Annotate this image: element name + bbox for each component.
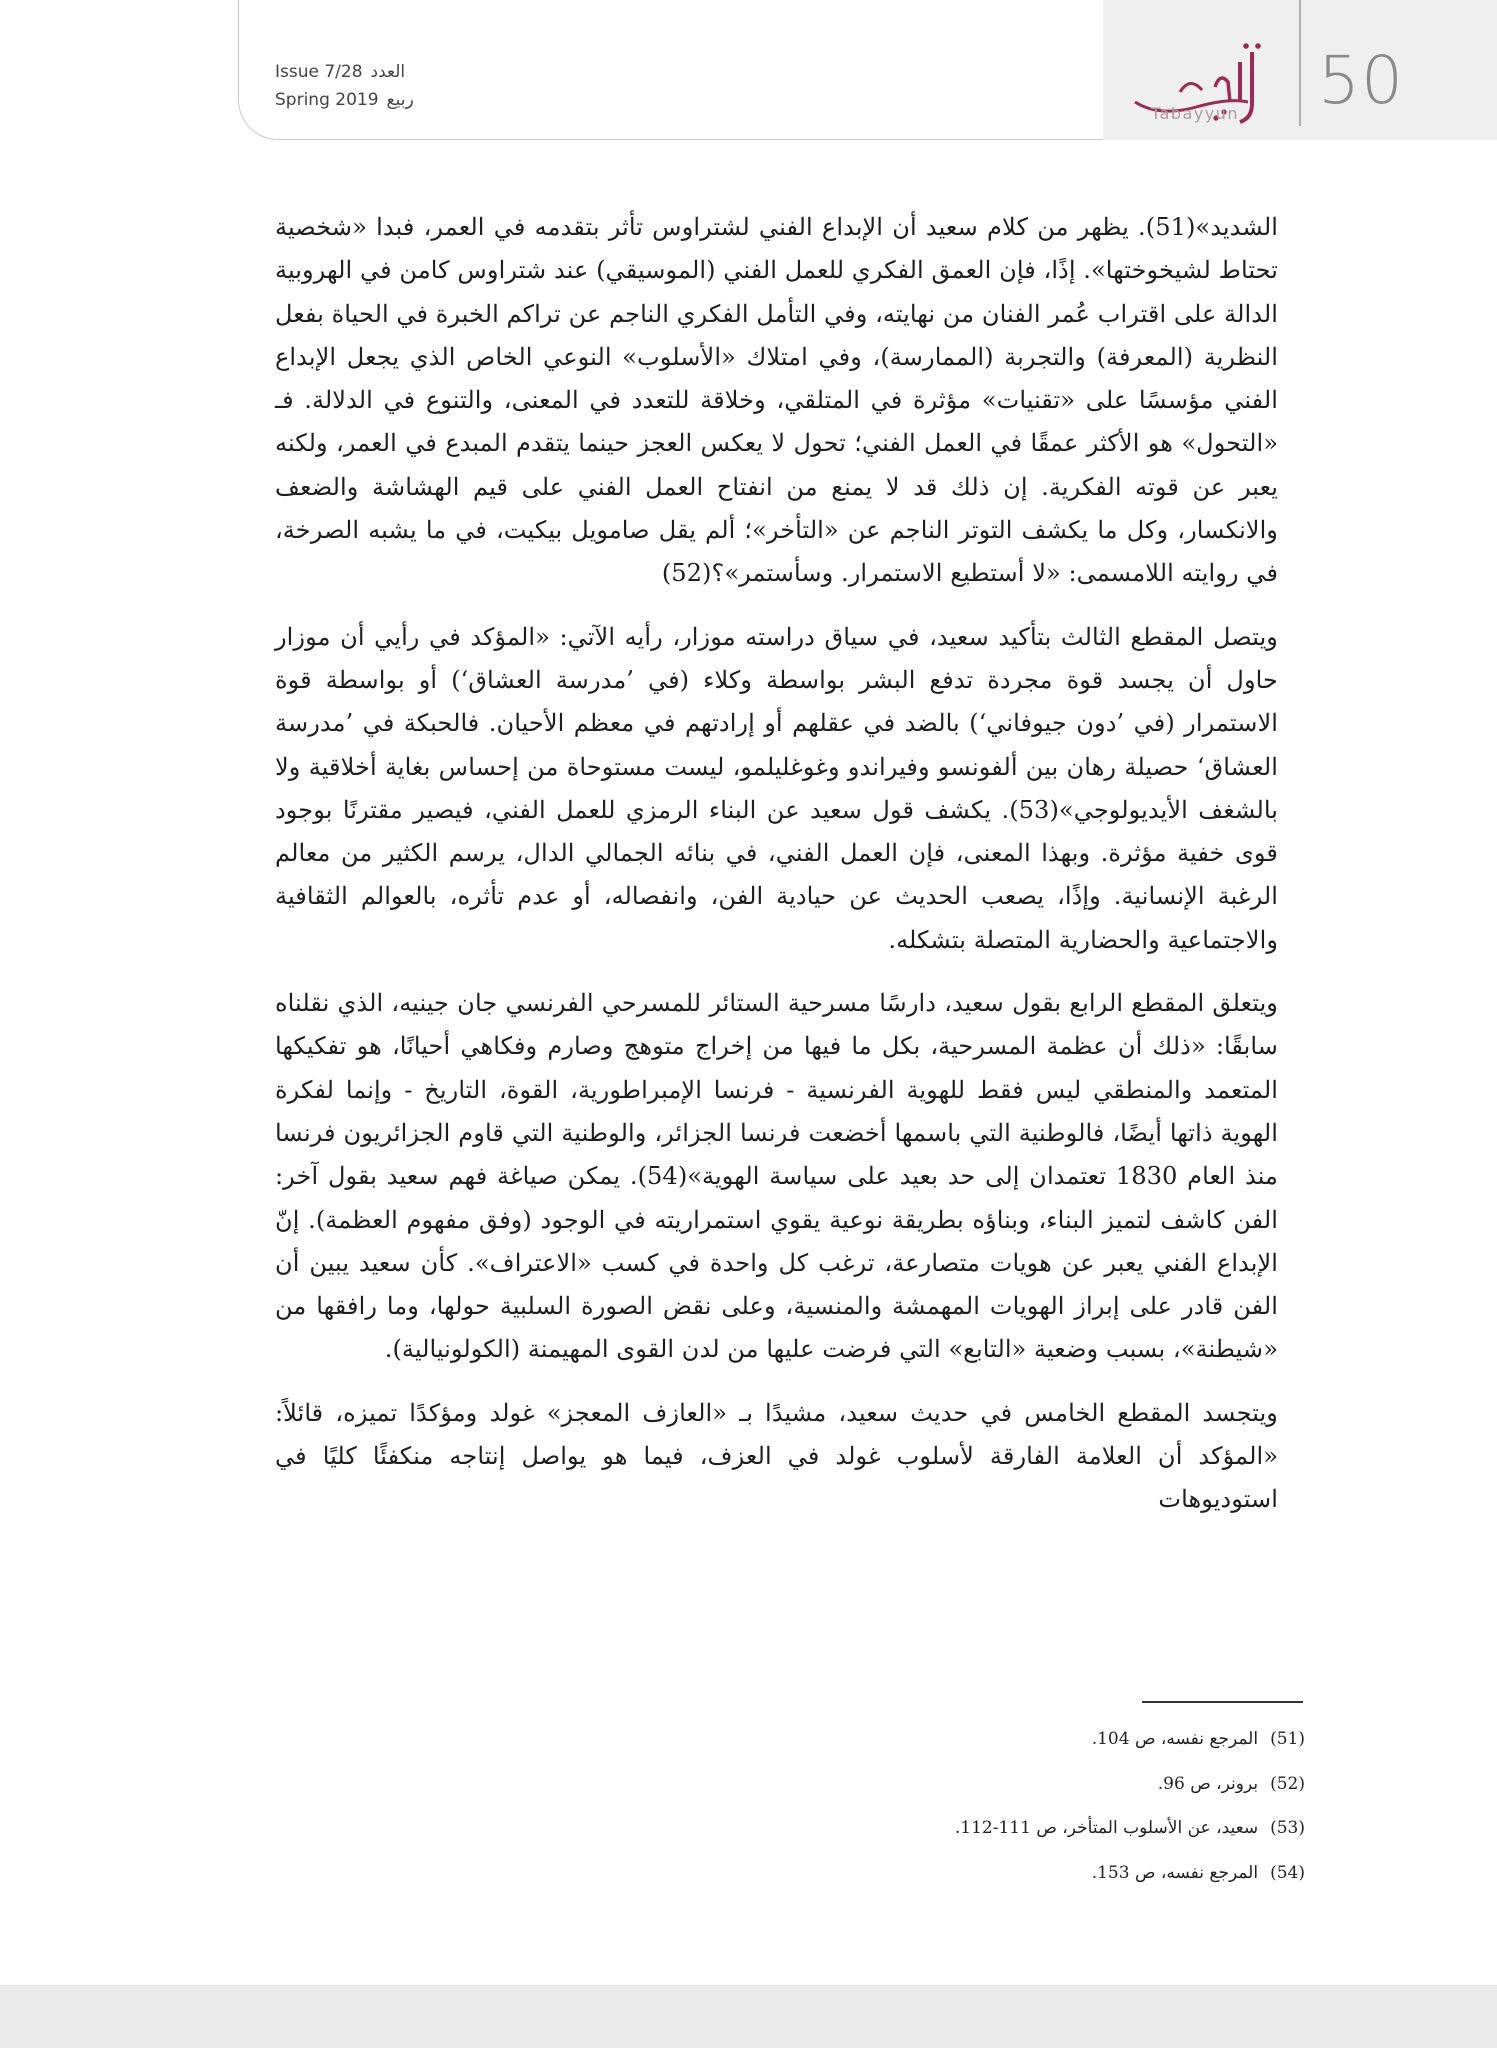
paragraph: الشديد»(51). يظهر من كلام سعيد أن الإبداع الفني لشتراوس تأثر بتقدمه في العمر، فبدا «شخصية تحتاط لشيخوختها». إذًا، فإن العمق الفكري للعمل الفني (الموسيقي) عند شتراوس كامن في الهروبية الدالة على اقتراب عُمر الفنان من نهايته، وفي التأمل الفكري الناجم عن تراكم الخبرة في الحياة بفعل النظرية (المعرفة) والتجربة (الممارسة)، وفي امتلاك «الأسلوب» النوعي الخاص الذي يجعل الإبداع الفني مؤسسًا على «تقنيات» مؤثرة في المتلقي، وخلاقة للتعدد في المعنى، والتنوع في الدلالة. فـ «التحول» هو الأكثر عمقًا في العمل الفني؛ تحول لا يعكس العجز حينما يتقدم المبدع في العمر، ولكنه يعبر عن قوته الفكرية. إن ذلك قد لا يمنع من انفتاح العمل الفني على قيم الهشاشة والضعف والانكسار، وكل ما يكشف التوتر الناجم عن «التأخر»؛ ألم يقل صامويل بيكيت، في ما يشبه الصرخة، في روايته اللامسمى: «لا أستطيع الاستمرار. وسأستمر»؟(52) bbox=[274, 213, 1278, 588]
page-number: 50 bbox=[1318, 42, 1404, 119]
footnote-item bbox=[975, 1762, 1305, 1807]
issue-label-en: Issue 7/28 bbox=[275, 62, 363, 82]
logo-latin-text: Tabayyun bbox=[1150, 104, 1240, 123]
footnote-number: (51) bbox=[1270, 1729, 1305, 1749]
footnote-number: (52) bbox=[1270, 1773, 1305, 1794]
footnote-number: (54) bbox=[1270, 1862, 1305, 1883]
footnote-item bbox=[975, 1717, 1305, 1762]
paragraph: ويتصل المقطع الثالث بتأكيد سعيد، في سياق دراسته موزار، رأيه الآتي: «المؤكد في رأيي أن موزار حاول أن يجسد قوة مجردة تدفع البشر بواسطة وكلاء (في ’مدرسة العشاق‘) أو بواسطة قوة الاستمرار (في ’دون جيوفاني‘) بالضد في عقلهم أو إرادتهم في معظم الأحيان. فالحبكة في ’مدرسة العشاق‘ حصيلة رهان بين ألفونسو وفيراندو وغوغليلمو، ليست مستوحاة من إحساس بغاية أخلاقية ولا بالشغف الأيديولوجي»(53). يكشف قول سعيد عن البناء الرمزي للعمل الفني، فيصير مقترنًا بوجود قوى خفية مؤثرة. وبهذا المعنى، فإن العمل الفني، في بنائه الجمالي الدال، يرسم الكثير من معالم الرغبة الإنسانية. وإذًا، يصعب الحديث عن حيادية الفن، وانفصاله، أو عدم تأثره، بالعوالم الثقافية والاجتماعية والحضارية المتصلة بتشكله. bbox=[275, 622, 1279, 954]
footnote-separator bbox=[1142, 1701, 1303, 1703]
footnote-text: سعيد، عن الأسلوب المتأخر، ص 111-112. bbox=[954, 1818, 1259, 1838]
header-divider bbox=[1299, 0, 1301, 126]
footnote-text: المرجع نفسه، ص 104. bbox=[1091, 1729, 1259, 1749]
footnote-item bbox=[954, 1806, 1305, 1851]
footnotes bbox=[954, 1717, 1305, 1895]
season-label-en: Spring 2019 bbox=[275, 90, 379, 110]
footer-band bbox=[0, 1985, 1497, 2048]
footnote-text: برونر، ص 96. bbox=[1157, 1773, 1259, 1794]
article-body bbox=[275, 206, 1278, 1542]
paragraph: ويتعلق المقطع الرابع بقول سعيد، دارسًا مسرحية الستائر للمسرحي الفرنسي جان جينيه، الذي نقلناه سابقًا: «ذلك أن عظمة المسرحية، بكل ما فيها من إخراج متوهج وصارم وفكاهي أحيانًا، هو تفكيكها المتعمد والمنطقي ليس فقط للهوية الفرنسية - فرنسا الإمبراطورية، القوة، التاريخ - وإنما لفكرة الهوية ذاتها أيضًا، فالوطنية التي باسمها أخضعت فرنسا الجزائر، والوطنية التي قاوم الجزائريون فرنسا منذ العام 1830 تعتمدان إلى حد بعيد على سياسة الهوية»(54). يمكن صياغة فهم سعيد بقول آخر: الفن كاشف لتميز البناء، وبناؤه بطريقة نوعية يقوي استمراريته في الوجود (وفق مفهوم العظمة). إنّ الإبداع الفني يعبر عن هويات متصارعة، ترغب كل واحدة في كسب «الاعتراف». كأن سعيد يبين أن الفن قادر على إبراز الهويات المهمشة والمنسية، وعلى نقض الصورة السلبية حولها، وما رافقها من «شيطنة»، بسبب وضعية «التابع» التي فرضت عليها من لدن القوى المهيمنة (الكولونيالية). bbox=[275, 989, 1278, 1364]
footnote-text: المرجع نفسه، ص 153. bbox=[1091, 1862, 1259, 1883]
footnote-item bbox=[975, 1851, 1305, 1896]
season-label-ar: ربيع bbox=[386, 90, 414, 110]
footnote-number: (53) bbox=[1270, 1818, 1305, 1838]
issue-label-ar: العدد bbox=[370, 62, 406, 82]
issue-info bbox=[275, 58, 455, 114]
paragraph: ويتجسد المقطع الخامس في حديث سعيد، مشيدًا بـ «العازف المعجز» غولد ومؤكدًا تميزه، قائلاً: «المؤكد أن العلامة الفارقة لأسلوب غولد في العزف، فيما هو يواصل إنتاجه منكفئًا كليًا في استوديوهات bbox=[275, 1398, 1278, 1514]
